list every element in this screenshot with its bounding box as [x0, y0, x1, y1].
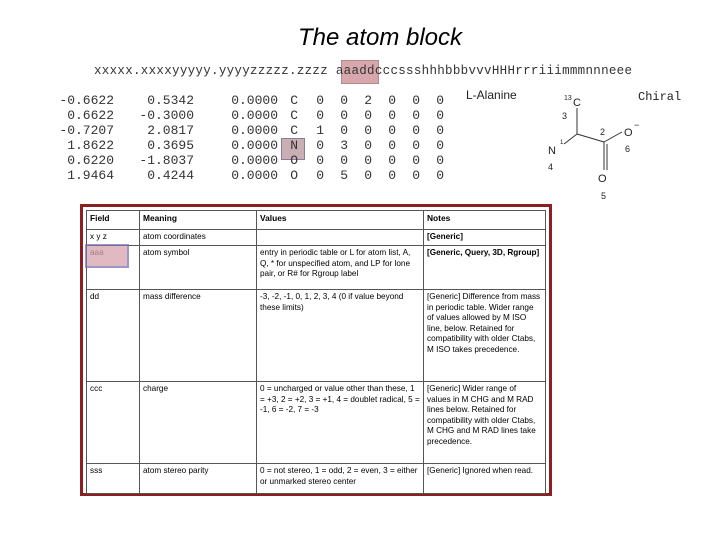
atom-row: 0.6622 -0.3000 0.0000 C 0 0 0 0 0 0 — [67, 108, 444, 123]
column-header: Field — [87, 211, 140, 230]
meaning-cell: atom stereo parity — [140, 464, 257, 494]
atom-label: O — [598, 173, 607, 185]
table-row — [87, 246, 546, 290]
values-cell: 0 = not stereo, 1 = odd, 2 = even, 3 = either or unmarked stereo center — [257, 464, 424, 494]
column-header: Notes — [424, 211, 546, 230]
notes-cell: [Generic] Wider range of values in M CHG and M RAD lines below. Retained for compatibility with older Ctabs, M CHG and M RAD lines take precedence. — [424, 382, 546, 464]
meaning-cell: atom coordinates — [140, 230, 257, 246]
atom-number-label: 6 — [625, 144, 631, 154]
atom-number-label: 4 — [548, 162, 554, 172]
field-cell: ccc — [87, 382, 140, 464]
atom-row: -0.7207 2.0817 0.0000 C 1 0 0 0 0 0 — [59, 123, 444, 138]
chiral-label: Chiral — [638, 90, 682, 104]
field-cell: sss — [87, 464, 140, 494]
table-row — [87, 382, 546, 464]
field-reference-table-frame — [80, 204, 552, 496]
atom-number-label: 5 — [601, 191, 607, 201]
notes-cell: [Generic] Ignored when read. — [424, 464, 546, 494]
atom-label: O — [624, 127, 633, 139]
table-row — [87, 290, 546, 382]
values-cell: entry in periodic table or L for atom list, A, Q, * for unspecified atom, and LP for lone pair, or R# for Rgroup label — [257, 246, 424, 290]
table-row — [87, 464, 546, 494]
aaa-row-highlight — [85, 244, 129, 268]
field-reference-table — [86, 210, 546, 494]
atom-row: 1.8622 0.3695 0.0000 N 0 3 0 0 0 0 — [67, 138, 444, 153]
table-header-row — [87, 211, 546, 230]
meaning-cell: charge — [140, 382, 257, 464]
values-cell: 0 = uncharged or value other than these, 1 = +3, 2 = +2, 3 = +1, 4 = doublet radical, 5 = -1, 6 = -2, 7 = -3 — [257, 382, 424, 464]
meaning-cell: atom symbol — [140, 246, 257, 290]
bond-line — [564, 134, 577, 144]
field-cell: x y z — [87, 230, 140, 246]
atom-label: C — [573, 97, 581, 109]
notes-cell: [Generic, Query, 3D, Rgroup] — [424, 246, 546, 290]
atom-row: 1.9464 0.4244 0.0000 O 0 5 0 0 0 0 — [67, 168, 444, 183]
notes-cell: [Generic] — [424, 230, 546, 246]
notes-cell: [Generic] Difference from mass in periodic table. Wider range of values allowed by M ISO line, below. Retained for compatibility with older Ctabs, M ISO takes precedence. — [424, 290, 546, 382]
column-header: Meaning — [140, 211, 257, 230]
atom-block-rows — [58, 93, 444, 183]
atom-row: 0.6220 -1.8037 0.0000 O 0 0 0 0 0 0 — [67, 153, 444, 168]
atom-row: -0.6622 0.5342 0.0000 C 0 0 2 0 0 0 — [59, 93, 444, 108]
atom-number-label: 1 — [560, 140, 564, 146]
table-row — [87, 230, 546, 246]
column-header: Values — [257, 211, 424, 230]
field-cell: dd — [87, 290, 140, 382]
alanine-structure-diagram — [540, 86, 640, 204]
charge-label: − — [634, 120, 640, 130]
atom-number-label: 13 — [564, 95, 572, 102]
atom-number-label: 2 — [600, 127, 606, 137]
atom-label: N — [548, 145, 556, 157]
bond-line — [604, 132, 622, 142]
meaning-cell: mass difference — [140, 290, 257, 382]
values-cell — [257, 230, 424, 246]
values-cell: -3, -2, -1, 0, 1, 2, 3, 4 (0 if value beyond these limits) — [257, 290, 424, 382]
atom-number-label: 3 — [562, 111, 568, 121]
molecule-name: L-Alanine — [466, 88, 517, 102]
atom-line-format: xxxxx.xxxxyyyyy.yyyyzzzzz.zzzz aaaddcccssshhhbbbvvvHHHrrriiimmmnnneee — [94, 64, 633, 78]
slide-title: The atom block — [297, 24, 463, 51]
